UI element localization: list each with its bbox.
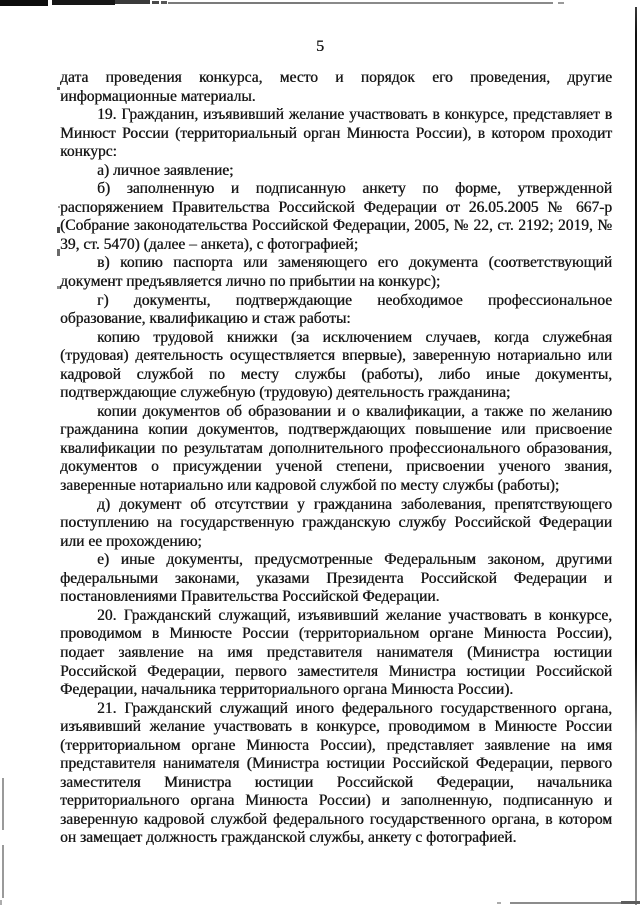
scan-edge-left-line — [2, 778, 4, 830]
paragraph-subitem-g: г) документы, подтверждающие необходимое профессиональное образование, квалификацию и стаж работы: — [60, 291, 612, 328]
paragraph-subitem-g-part2: копии документов об образовании и о квалификации, а также по желанию гражданина копии документов, подтверждающих повышение или присвоение квалификации по результатам дополнительного профессионального образования, документов о присуждении ученой степени, присвоении ученого звания, заверенные нотариально или кадровой службой по месту службы (работы); — [60, 402, 612, 495]
paragraph-item-20: 20. Гражданский служащий, изъявивший желание участвовать в конкурсе, проводимом в Минюсте России (территориальном органе Минюста России), подает заявление на имя представителя нанимателя (Министра юстиции Российской Федерации, первого заместителя Министра юстиции Российской Федерации, начальника территориального органа Минюста России). — [60, 606, 612, 699]
paragraph-subitem-b: б) заполненную и подписанную анкету по форме, утвержденной распоряжением Правительства Российской Федерации от 26.05.2005 № 667-р (Собрание законодательства Российской Федерации, 2005, № 22, ст. 2192; 2019, № 39, ст. 5470) (далее – анкета), с фотографией; — [60, 180, 612, 253]
paragraph-subitem-d: д) документ об отсутствии у гражданина заболевания, препятствующего поступлению на государственную гражданскую службу Российской Федерации или ее прохождению; — [60, 495, 612, 550]
scan-edge-top-line — [320, 2, 553, 4]
paragraph-subitem-a: а) личное заявление; — [97, 161, 234, 179]
scan-mark — [497, 902, 501, 904]
paragraph-subitem-v: в) копию паспорта или заменяющего его документа (соответствующий документ предъявляется лично по прибытии на конкурс); — [60, 254, 612, 291]
scan-edge-top-dash — [558, 2, 564, 4]
scan-edge-top-segment — [115, 0, 150, 4]
paragraph-continuation: дата проведения конкурса, место и порядок его проведения, другие информационные материалы. — [60, 69, 612, 105]
paragraph-item-19: 19. Гражданин, изъявивший желание участвовать в конкурсе, представляет в Минюст России (территориальный орган Минюста России), в котором проходит конкурс: — [60, 106, 612, 161]
scan-edge-top-line — [168, 2, 320, 4]
scan-edge-top-segment — [52, 0, 115, 5]
scan-edge-bottom-line — [621, 901, 640, 904]
document-text-block — [60, 69, 612, 848]
scan-edge-right-line — [635, 7, 637, 905]
scan-edge-top-segment — [0, 0, 48, 6]
scan-edge-top-dash — [161, 1, 167, 4]
scan-mark — [0, 900, 2, 905]
scan-edge-left-line — [2, 845, 4, 898]
paragraph-item-21: 21. Гражданский служащий иного федерального государственного органа, изъявивший желание участвовать в конкурсе, проводимом в Минюсте России (территориальном органе Минюста России), представляет заявление на имя представителя нанимателя (Министра юстиции Российской Федерации, первого заместителя Министра юстиции Российской Федерации, начальника территориального органа Минюста России) и заполненную, подписанную и заверенную кадровой службой федерального государственного органа, в котором он замещает должность гражданской службы, анкету с фотографией. — [60, 699, 612, 847]
paragraph-subitem-e: е) иные документы, предусмотренные Федеральным законом, другими федеральными законами, указами Президента Российской Федерации и постановлениями Правительства Российской Федерации. — [60, 551, 612, 606]
paragraph-subitem-g-part1: копию трудовой книжки (за исключением случаев, когда служебная (трудовая) деятельность осуществляется впервые), заверенную нотариально или кадровой службой по месту службы (работы), либо иные документы, подтверждающие служебную (трудовую) деятельность гражданина; — [60, 328, 612, 402]
scan-edge-top-dash — [152, 1, 159, 4]
page-number: 5 — [316, 38, 324, 55]
